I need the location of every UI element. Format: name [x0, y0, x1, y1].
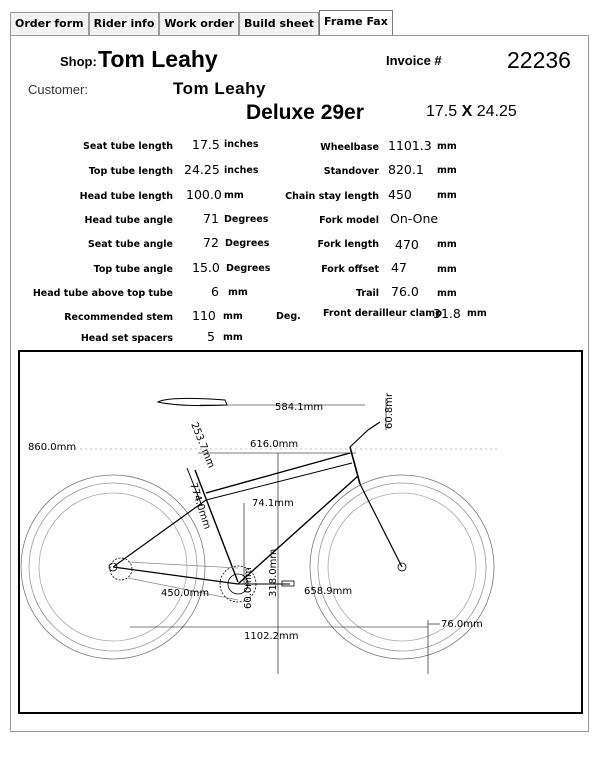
spec-unit: Degrees: [226, 263, 271, 274]
spec-unit: mm: [224, 190, 244, 201]
spec-value[interactable]: 100.0: [186, 187, 222, 202]
tab-frame-fax[interactable]: Frame Fax: [319, 10, 393, 35]
spec-label: Head tube length: [79, 191, 173, 202]
spec-label: Fork length: [317, 239, 379, 250]
spec-label: Fork model: [319, 215, 379, 226]
spec-unit: Degrees: [225, 238, 270, 249]
spec-label: Seat tube length: [83, 141, 173, 152]
spec-label: Top tube angle: [93, 264, 173, 275]
spec-unit: mm: [467, 308, 487, 319]
seatstay: [113, 500, 206, 567]
spec-unit: inches: [224, 165, 259, 176]
spec-value[interactable]: 17.5: [192, 137, 220, 152]
spec-value[interactable]: 1101.3: [388, 138, 432, 153]
dim-wheelbase: 1102.2mm: [244, 631, 299, 642]
spec-value[interactable]: 24.25: [184, 162, 220, 177]
dim-crank: 60.0mm: [243, 567, 254, 609]
spec-unit: mm: [437, 165, 457, 176]
spec-value[interactable]: 15.0: [192, 260, 220, 275]
dim-seat-extension: 253.7mm: [188, 421, 217, 470]
spec-unit: mm: [437, 288, 457, 299]
bike-geometry-diagram: [18, 350, 583, 714]
dim-stem-rise: 60.8mr: [384, 392, 395, 429]
frame-size-left: 17.5: [426, 103, 458, 120]
down-tube: [238, 476, 358, 584]
dim-bb-height: 318.0mm: [268, 548, 279, 597]
spec-value[interactable]: On-One: [390, 211, 439, 226]
spec-value[interactable]: 6: [211, 284, 219, 299]
spec-value[interactable]: 71: [203, 211, 219, 226]
frame-size-x: X: [461, 103, 473, 120]
spec-unit: mm: [437, 190, 457, 201]
spec-unit: inches: [224, 139, 259, 150]
spec-value[interactable]: 72: [203, 235, 219, 250]
spec-value[interactable]: 47: [391, 260, 407, 275]
dim-front-center: 658.9mm: [304, 586, 353, 597]
spec-unit: Degrees: [224, 214, 269, 225]
stem-angle-unit: Deg.: [276, 311, 301, 322]
spec-unit: mm: [223, 311, 243, 322]
invoice-number: 22236: [507, 47, 571, 73]
frame-model: Deluxe 29er: [246, 101, 364, 124]
spec-value[interactable]: 31.8: [433, 306, 461, 321]
spec-label: Recommended stem: [64, 312, 173, 323]
invoice-label: Invoice #: [386, 53, 442, 68]
chain-top: [128, 562, 238, 568]
spec-label: Wheelbase: [320, 142, 379, 153]
handlebar: [368, 422, 380, 430]
frame-size-right: 24.25: [476, 103, 517, 120]
spec-label: Top tube length: [88, 166, 173, 177]
spec-value[interactable]: 76.0: [391, 284, 419, 299]
shop-label: Shop:: [60, 54, 97, 69]
customer-label: Customer:: [28, 82, 88, 97]
dim-chainstay: 450.0mm: [161, 588, 210, 599]
dim-bb-drop: 74.1mm: [252, 498, 294, 509]
spec-label: Fork offset: [321, 264, 379, 275]
spec-value[interactable]: 470: [395, 237, 419, 252]
spec-label: Seat tube angle: [87, 239, 173, 250]
dim-trail: 76.0mm: [441, 619, 483, 630]
stem: [350, 430, 368, 447]
spec-label: Head tube above top tube: [32, 288, 173, 299]
spec-unit: mm: [437, 264, 457, 275]
spec-label: Trail: [355, 288, 379, 299]
spec-value[interactable]: 450: [388, 187, 412, 202]
spec-label: Standover: [323, 166, 379, 177]
customer-name: Tom Leahy: [173, 79, 266, 98]
dim-seat-tube: 774.0mm: [187, 481, 213, 531]
spec-value[interactable]: 820.1: [388, 162, 424, 177]
spec-label: Front derailleur clamp: [322, 308, 442, 319]
tab-bar: [10, 12, 393, 35]
dim-stack-height: 860.0mm: [28, 442, 77, 453]
dim-top-tube: 616.0mm: [250, 439, 299, 450]
spec-unit: mm: [437, 141, 457, 152]
spec-unit: mm: [437, 239, 457, 250]
dim-saddle-to-bar: 584.1mm: [275, 402, 324, 413]
tab-rider-info[interactable]: Rider info: [89, 12, 160, 35]
spec-value[interactable]: 5: [207, 329, 215, 344]
spec-unit: mm: [228, 287, 248, 298]
frame-size: [426, 103, 517, 121]
top-tube-lower: [206, 463, 352, 500]
tab-order-form[interactable]: Order form: [10, 12, 89, 35]
shop-name: Tom Leahy: [98, 46, 218, 72]
tab-work-order[interactable]: Work order: [159, 12, 239, 35]
spec-label: Head tube angle: [84, 215, 173, 226]
spec-unit: mm: [223, 332, 243, 343]
bike-drawing: [20, 352, 581, 712]
saddle: [158, 398, 227, 405]
tab-build-sheet[interactable]: Build sheet: [239, 12, 319, 35]
spec-label: Chain stay length: [285, 191, 379, 202]
spec-label: Head set spacers: [80, 333, 173, 344]
frame-fax-panel: [10, 35, 589, 732]
spec-value[interactable]: 110: [192, 308, 216, 323]
